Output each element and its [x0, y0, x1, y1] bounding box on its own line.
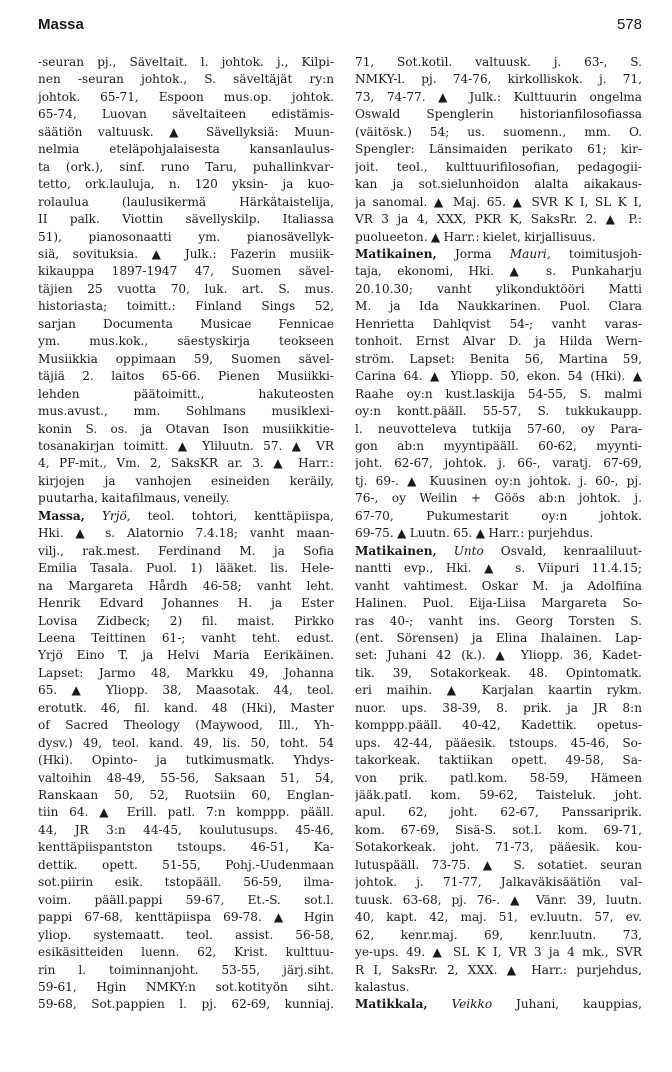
line-text: lutuspääll. 73-75. ▲ S. sotatiet. seuran [355, 857, 642, 872]
line-text: kirjojen ja vanhojen esineiden keräily, [38, 473, 334, 488]
left-column [38, 54, 334, 1014]
text-line [38, 263, 334, 280]
entry-text: Jorma [454, 246, 492, 261]
line-text: 4, PF-mit., Vm. 2, SaksKR ar. 3. ▲ Harr.: [38, 456, 334, 471]
line-text: takorkeak. taktiikan opett. 49-58, Sa- [355, 753, 642, 768]
text-line [38, 613, 334, 630]
text-line [38, 141, 334, 158]
text-line [355, 752, 642, 769]
text-line [38, 560, 334, 577]
line-text: mus.avust., mm. Sohlmans musiklexi- [38, 404, 334, 419]
line-text: ström. Lapset: Benita 56, Martina 59, [355, 351, 642, 366]
line-text: vanht vahtimest. Oskar M. ja Adolfiina [355, 578, 642, 593]
line-text: 69-75. ▲ Luutn. 65. ▲ Harr.: purjehdus. [355, 526, 594, 541]
line-text: (ent. Sörensen) ja Elina Ihalainen. Lap- [355, 630, 642, 645]
text-line [355, 71, 642, 88]
entry-surname: Massa, [38, 508, 85, 523]
text-line [355, 874, 642, 891]
text-line [38, 962, 334, 979]
text-line [38, 176, 334, 193]
text-line [38, 403, 334, 420]
line-text: ja sanomal. ▲ Maj. 65. ▲ SVR K I, SL K I, [355, 194, 642, 209]
text-line [355, 351, 642, 368]
entry-surname: Matikkala, [355, 997, 428, 1012]
line-text: Ranskaan 50, 52, Ruotsiin 60, Englan- [38, 788, 334, 803]
text-line [38, 979, 334, 996]
line-text: johtok. j. 71-77, Jalkaväkisäätiön val- [355, 875, 642, 890]
line-text: nantti evp., Hki. ▲ s. Viipuri 11.4.15; [355, 561, 642, 576]
line-text: dettik. opett. 51-55, Pohj.-Uudenmaan [38, 857, 334, 872]
text-line [355, 229, 642, 246]
text-line [355, 159, 642, 176]
running-head: Massa [38, 16, 84, 33]
text-line [355, 124, 642, 141]
text-line [355, 386, 642, 403]
line-text: yliop. systemaatt. teol. assist. 56-58, [38, 927, 334, 942]
text-line [38, 787, 334, 804]
line-text: Leena Teittinen 61-; vanht teht. edust. [38, 630, 334, 645]
text-line [355, 194, 642, 211]
text-line [38, 944, 334, 961]
line-text: Oswald Spenglerin historianfilosofiassa [355, 107, 642, 122]
page-header [38, 16, 642, 40]
text-line [38, 351, 334, 368]
text-line [355, 473, 642, 490]
line-text: tiin 64. ▲ Erill. patl. 7:n komppp. pääll. [38, 805, 334, 820]
text-line [38, 106, 334, 123]
text-line [38, 281, 334, 298]
text-line [355, 770, 642, 787]
line-text: Lapset: Jarmo 48, Markku 49, Johanna [38, 665, 334, 680]
text-line [355, 700, 642, 717]
line-text: 59-61, Hgin NMKY:n sot.kotityön siht. [38, 980, 334, 995]
line-text: 51), pianosonaatti ym. pianosävellyk- [38, 229, 334, 244]
line-text: täjiä 2. laitos 65-66. Pienen Musiikki- [38, 369, 334, 384]
line-text: M. ja Ida Naukkarinen. Puol. Clara [355, 299, 642, 314]
line-text: -seuran pj., Säveltait. l. johtok. j., Kilpi- [38, 55, 334, 69]
line-text: of Sacred Theology (Maywood, Ill., Yh- [38, 718, 334, 733]
line-text: 59-68, Sot.pappien l. pj. 62-69, kunniaj. [38, 997, 334, 1012]
line-text: apul. 62, joht. 62-67, Panssariprik. [355, 805, 642, 820]
text-line [355, 525, 642, 542]
text-line [38, 473, 334, 490]
text-line [355, 438, 642, 455]
entry-given-name: Mauri, [509, 246, 551, 261]
text-line [355, 595, 642, 612]
right-column [355, 54, 642, 1014]
entry-heading-line [355, 996, 642, 1013]
text-line [38, 630, 334, 647]
text-line [38, 717, 334, 734]
line-text: ye-ups. 49. ▲ SL K I, VR 3 ja 4 mk., SVR [355, 945, 642, 960]
text-line [38, 525, 334, 542]
line-text: ras 40-; vanht ins. Georg Torsten S. [355, 613, 642, 628]
text-line [38, 368, 334, 385]
line-text: 73, 74-77. ▲ Julk.: Kulttuurin ongelma [355, 89, 642, 104]
text-line [355, 421, 642, 438]
line-text: Sotakorkeak. joht. 71-73, pääesik. kou- [355, 840, 642, 855]
text-line [38, 595, 334, 612]
text-line [38, 857, 334, 874]
text-line [355, 490, 642, 507]
text-line [38, 438, 334, 455]
line-text: rolaulua (laulusikermä Härkätaistelija, [38, 194, 334, 209]
text-line [38, 839, 334, 856]
text-line [38, 211, 334, 228]
line-text: tik. 39, Sotakorkeak. 48. Opintomatk. [355, 665, 642, 680]
line-text: nelmia eteläpohjalaisesta kansanlaulus- [38, 142, 334, 157]
line-text: puolueeton. ▲ Harr.: kielet, kirjallisuus. [355, 229, 596, 244]
line-text: kan ja sot.sielunhoidon alalta aikakaus- [355, 177, 642, 192]
line-text: valtoihin 48-49, 55-56, Saksaan 51, 54, [38, 770, 334, 785]
entry-surname: Matikainen, [355, 543, 437, 558]
line-text: joht. 62-67, johtok. j. 66-, varatj. 67-69, [355, 456, 642, 471]
text-line [38, 822, 334, 839]
line-text: tonhoit. Ernst Alvar D. ja Hilda Wern- [355, 334, 642, 349]
text-line [355, 962, 642, 979]
text-line [38, 490, 334, 507]
line-text: Emilia Tasala. Puol. 1) lääket. lis. Hele- [38, 561, 334, 576]
line-text: oy:n kontt.pääll. 55-57, S. tukkukaupp. [355, 404, 642, 419]
text-line [355, 298, 642, 315]
line-text: konin S. os. ja Otavan Ison musiikkitie- [38, 421, 334, 436]
text-line [355, 176, 642, 193]
line-text: historiasta; toimitt.: Finland Sings 52, [38, 299, 334, 314]
line-text: kenttäpiispantston tstoups. 46-51, Ka- [38, 840, 334, 855]
line-text: 40, kapt. 42, maj. 51, ev.luutn. 57, ev. [355, 910, 642, 925]
line-text: joit. teol., kulttuurifilosofian, pedagogii- [355, 159, 642, 174]
text-line [38, 386, 334, 403]
text-line [355, 822, 642, 839]
text-line [355, 647, 642, 664]
line-text: taja, ekonomi, Hki. ▲ s. Punkaharju [355, 264, 642, 279]
entry-text: Juhani, kauppias, [516, 997, 642, 1012]
line-text: Lovisa Zidbeck; 2) fil. maist. Pirkko [38, 613, 334, 628]
line-text: sot.piirin esik. tstopääll. 56-59, ilma- [38, 875, 334, 890]
line-text: kikauppa 1897-1947 47, Suomen sävel- [38, 264, 334, 279]
line-text: R I, SaksRr. 2, XXX. ▲ Harr.: purjehdus, [355, 962, 642, 977]
entry-surname: Matikainen, [355, 246, 437, 261]
line-text: Spengler: Länsimaiden perikato 61; kir- [355, 142, 642, 157]
text-line [38, 735, 334, 752]
line-text: tj. 69-. ▲ Kuusinen oy:n johtok. j. 60-, pj. [355, 473, 642, 488]
text-line [38, 752, 334, 769]
line-text: set: Juhani 42 (k.). ▲ Yliopp. 36, Kadet- [355, 648, 642, 663]
line-text: nen -seuran johtok., S. säveltäjät ry:n [38, 72, 334, 87]
text-line [355, 263, 642, 280]
line-text: rin l. toiminnanjoht. 53-55, järj.siht. [38, 962, 334, 977]
line-text: eri maihin. ▲ Karjalan kaartin rykm. [355, 683, 642, 698]
text-line [355, 735, 642, 752]
line-text: dysv.) 49, teol. kand. 49, lis. 50, toht. 54 [38, 735, 334, 750]
line-text: 76-, oy Weilin + Göös ab:n johtok. j. [355, 491, 642, 506]
text-line [38, 229, 334, 246]
line-text: ups. 42-44, pääesik. tstoups. 45-46, So- [355, 735, 642, 750]
line-text: vilj., rak.mest. Ferdinand M. ja Sofia [38, 543, 334, 558]
line-text: puutarha, kaitafilmaus, veneily. [38, 491, 230, 506]
text-line [355, 787, 642, 804]
line-text: siä, sovituksia. ▲ Julk.: Fazerin musiik- [38, 246, 334, 261]
line-text: tosanakirjan toimitt. ▲ Yliluutn. 57. ▲ VR [38, 438, 334, 453]
text-line [38, 159, 334, 176]
text-line [38, 682, 334, 699]
entry-given-name: Unto [453, 543, 484, 558]
text-line [355, 403, 642, 420]
line-text: Halinen. Puol. Eija-Liisa Margareta So- [355, 596, 642, 611]
line-text: jääk.patl. kom. 59-62, Taisteluk. joht. [355, 788, 642, 803]
line-text: 71, Sot.kotil. valtuusk. j. 63-, S. [355, 55, 642, 69]
entry-text: Osvald, kenraaliluut- [500, 543, 642, 558]
text-line [355, 927, 642, 944]
text-line [355, 665, 642, 682]
line-text: VR 3 ja 4, XXX, PKR K, SaksRr. 2. ▲ P.: [355, 212, 642, 227]
text-line [38, 298, 334, 315]
text-line [38, 194, 334, 211]
text-line [355, 106, 642, 123]
text-line [355, 682, 642, 699]
line-text: l. neuvotteleva tutkija 57-60, oy Para- [355, 421, 642, 436]
line-text: sarjan Documenta Musicae Fennicae [38, 316, 334, 331]
text-line [355, 560, 642, 577]
entry-text: teol. tohtori, kenttäpiispa, [147, 508, 334, 523]
line-text: tuusk. 63-68, pj. 76-. ▲ Vänr. 39, luutn. [355, 892, 642, 907]
line-text: tetto, ork.lauluja, n. 120 yksin- ja kuo- [38, 177, 334, 192]
line-text: Hki. ▲ s. Alatornio 7.4.18; vanht maan- [38, 526, 334, 541]
text-line [38, 909, 334, 926]
line-text: 67-70, Pukumestarit oy:n johtok. [355, 508, 642, 523]
line-text: ym. mus.kok., säestyskirja teokseen [38, 334, 334, 349]
entry-heading-line [355, 246, 642, 263]
text-line [355, 368, 642, 385]
line-text: Yrjö Eino T. ja Helvi Maria Eerikäinen. [38, 648, 334, 663]
text-line [38, 665, 334, 682]
line-text: 65. ▲ Yliopp. 38, Maasotak. 44, teol. [38, 683, 334, 698]
text-line [355, 54, 642, 71]
text-line [355, 944, 642, 961]
text-line [38, 770, 334, 787]
line-text: voim. pääll.pappi 59-67, Et.-S. sot.l. [38, 892, 334, 907]
line-text: gon ab:n myyntipääll. 60-62, myynti- [355, 438, 642, 453]
text-line [38, 455, 334, 472]
text-line [355, 857, 642, 874]
text-line [38, 996, 334, 1013]
line-text: ta (ork.), sinf. runo Taru, puhallinkvar- [38, 159, 334, 174]
line-text: Musiikkia oppimaan 59, Suomen sävel- [38, 351, 334, 366]
line-text: von prik. patl.kom. 58-59, Hämeen [355, 770, 642, 785]
text-line [38, 874, 334, 891]
text-line [38, 89, 334, 106]
line-text: johtok. 65-71, Espoon mus.op. johtok. [38, 89, 334, 104]
line-text: na Margareta Hårdh 46-58; vanht leht. [38, 578, 334, 593]
line-text: (väitösk.) 54; us. suomenn., mm. O. [355, 124, 642, 139]
line-text: esikäsitteiden luenn. 62, Krist. kulttuu- [38, 945, 334, 960]
text-line [38, 543, 334, 560]
line-text: 44, JR 3:n 44-45, koulutusups. 45-46, [38, 822, 334, 837]
line-text: NMKY-l. pj. 74-76, kirkolliskok. j. 71, [355, 72, 642, 87]
text-line [355, 89, 642, 106]
line-text: Henrietta Dahlqvist 54-; vanht varas- [355, 316, 642, 331]
text-line [38, 927, 334, 944]
line-text: kalastus. [355, 980, 410, 995]
line-text: komppp.pääll. 40-42, Kadettik. opetus- [355, 718, 642, 733]
text-line [355, 281, 642, 298]
line-text: pappi 67-68, kenttäpiispa 69-78. ▲ Hgin [38, 910, 334, 925]
text-line [38, 700, 334, 717]
text-line [355, 613, 642, 630]
text-line [355, 839, 642, 856]
text-line [38, 316, 334, 333]
line-text: täjien 25 vuotta 70, luk. art. S. mus. [38, 281, 334, 296]
page-number: 578 [616, 16, 642, 33]
text-line [355, 578, 642, 595]
text-line [38, 71, 334, 88]
text-line [355, 508, 642, 525]
text-line [355, 141, 642, 158]
line-text: II palk. Viottin sävellyskilp. Italiassa [38, 212, 334, 227]
text-line [355, 979, 642, 996]
text-line [355, 211, 642, 228]
text-line [355, 630, 642, 647]
text-line [355, 455, 642, 472]
text-line [38, 246, 334, 263]
text-line [38, 421, 334, 438]
text-line [38, 647, 334, 664]
line-text: Carina 64. ▲ Yliopp. 50, ekon. 54 (Hki). ▲ [355, 369, 642, 384]
line-text: (Hki). Opinto- ja tutkimusmatk. Yhdys- [38, 753, 334, 768]
line-text: lehden päätoimitt., hakuteosten [38, 386, 334, 401]
line-text: säätiön valtuusk. ▲ Sävellyksiä: Muun- [38, 124, 334, 139]
text-line [355, 333, 642, 350]
line-text: Raahe oy:n kust.laskija 54-55, S. malmi [355, 386, 642, 401]
entry-given-name: Veikko [451, 997, 493, 1012]
line-text: 62, kenr.maj. 69, kenr.luutn. 73, [355, 927, 642, 942]
text-line [355, 804, 642, 821]
text-line [38, 804, 334, 821]
entry-given-name: Yrjö, [101, 508, 131, 523]
text-line [38, 578, 334, 595]
line-text: nuor. ups. 38-39, 8. prik. ja JR 8:n [355, 700, 642, 715]
entry-heading-line [38, 508, 334, 525]
line-text: erotutk. 46, fil. kand. 48 (Hki), Master [38, 700, 334, 715]
text-line [355, 316, 642, 333]
text-line [38, 892, 334, 909]
text-line [38, 124, 334, 141]
line-text: Henrik Edvard Johannes H. ja Ester [38, 596, 334, 611]
line-text: kom. 67-69, Sisä-S. sot.l. kom. 69-71, [355, 822, 642, 837]
text-line [38, 54, 334, 71]
line-text: 20.10.30; vanht ylikonduktööri Matti [355, 281, 642, 296]
entry-text: toimitusjoh- [568, 246, 642, 261]
text-line [355, 892, 642, 909]
entry-heading-line [355, 543, 642, 560]
line-text: 65-74, Luovan säveltaiteen edistämis- [38, 107, 334, 122]
text-line [355, 717, 642, 734]
text-line [355, 909, 642, 926]
text-line [38, 333, 334, 350]
